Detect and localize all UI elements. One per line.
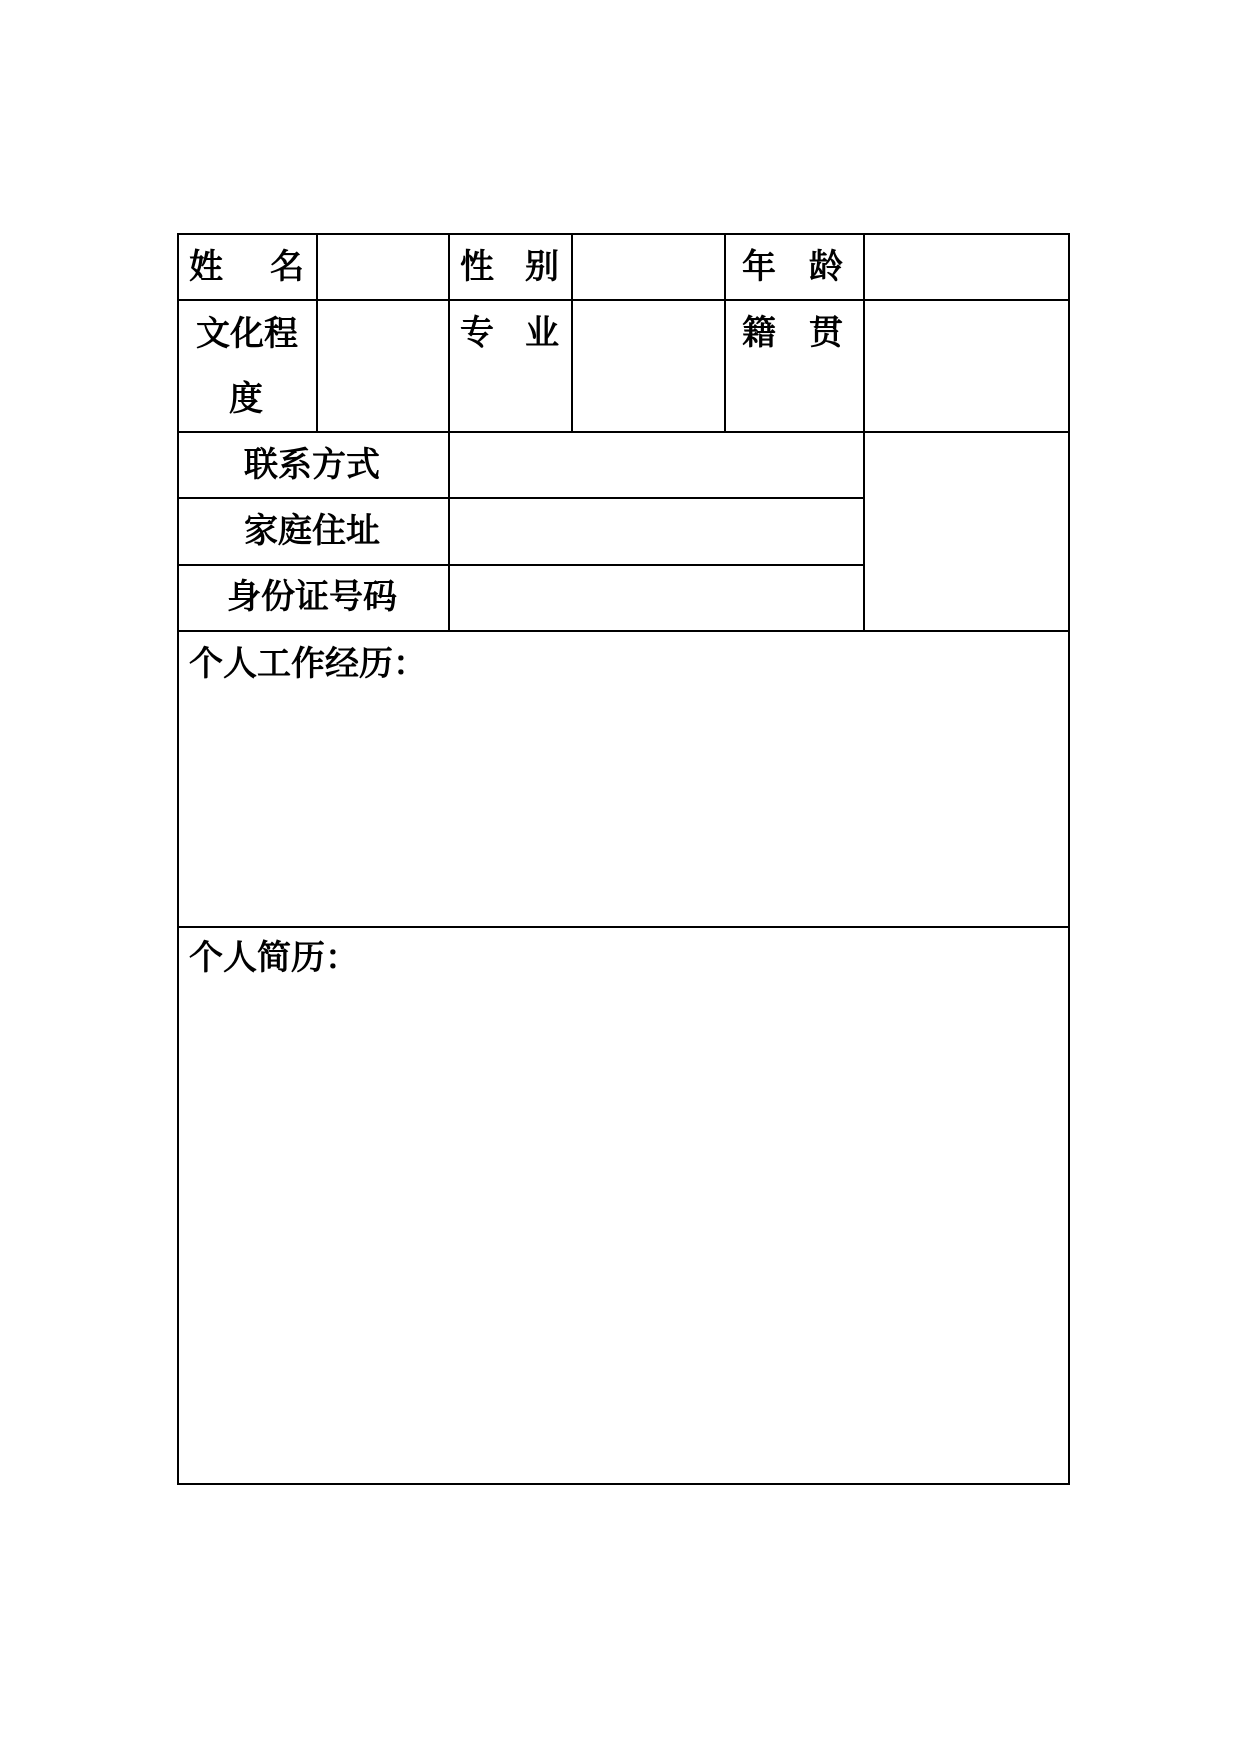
major-field[interactable] xyxy=(573,301,723,430)
education-label-line2: 度 xyxy=(229,379,263,419)
id-number-label: 身份证号码 xyxy=(227,577,397,617)
work-history-label: 个人工作经历： xyxy=(189,644,427,684)
name-label-char2: 名 xyxy=(270,247,304,287)
age-label-char1: 年 xyxy=(742,247,776,287)
major-label-char1: 专 xyxy=(460,313,494,353)
name-field[interactable] xyxy=(318,235,447,298)
education-label-line1: 文化程 xyxy=(196,314,298,354)
age-label-char2: 龄 xyxy=(809,247,843,287)
table-border-bottom xyxy=(177,1483,1070,1485)
contact-label: 联系方式 xyxy=(244,445,380,485)
origin-label-char2: 贯 xyxy=(809,313,843,353)
education-field[interactable] xyxy=(318,301,447,430)
address-label: 家庭住址 xyxy=(244,511,380,551)
resume-field[interactable] xyxy=(179,928,1067,1482)
table-border-right xyxy=(1068,233,1070,1484)
gender-field[interactable] xyxy=(573,235,723,298)
name-label-char1: 姓 xyxy=(189,247,223,287)
address-field[interactable] xyxy=(450,499,862,563)
gender-label-char1: 性 xyxy=(460,247,494,287)
gender-label-char2: 别 xyxy=(525,247,559,287)
origin-label-char1: 籍 xyxy=(742,313,776,353)
id-number-field[interactable] xyxy=(450,566,862,629)
origin-field[interactable] xyxy=(865,301,1067,430)
age-field[interactable] xyxy=(865,235,1067,298)
resume-label: 个人简历： xyxy=(189,938,359,978)
contact-field[interactable] xyxy=(450,433,862,496)
work-history-field[interactable] xyxy=(179,633,1067,925)
major-label-char2: 业 xyxy=(525,313,559,353)
registration-form-table xyxy=(177,233,1070,1484)
row-divider-5 xyxy=(177,630,1070,632)
col-divider-4 xyxy=(724,233,726,431)
photo-area[interactable] xyxy=(865,433,1067,629)
